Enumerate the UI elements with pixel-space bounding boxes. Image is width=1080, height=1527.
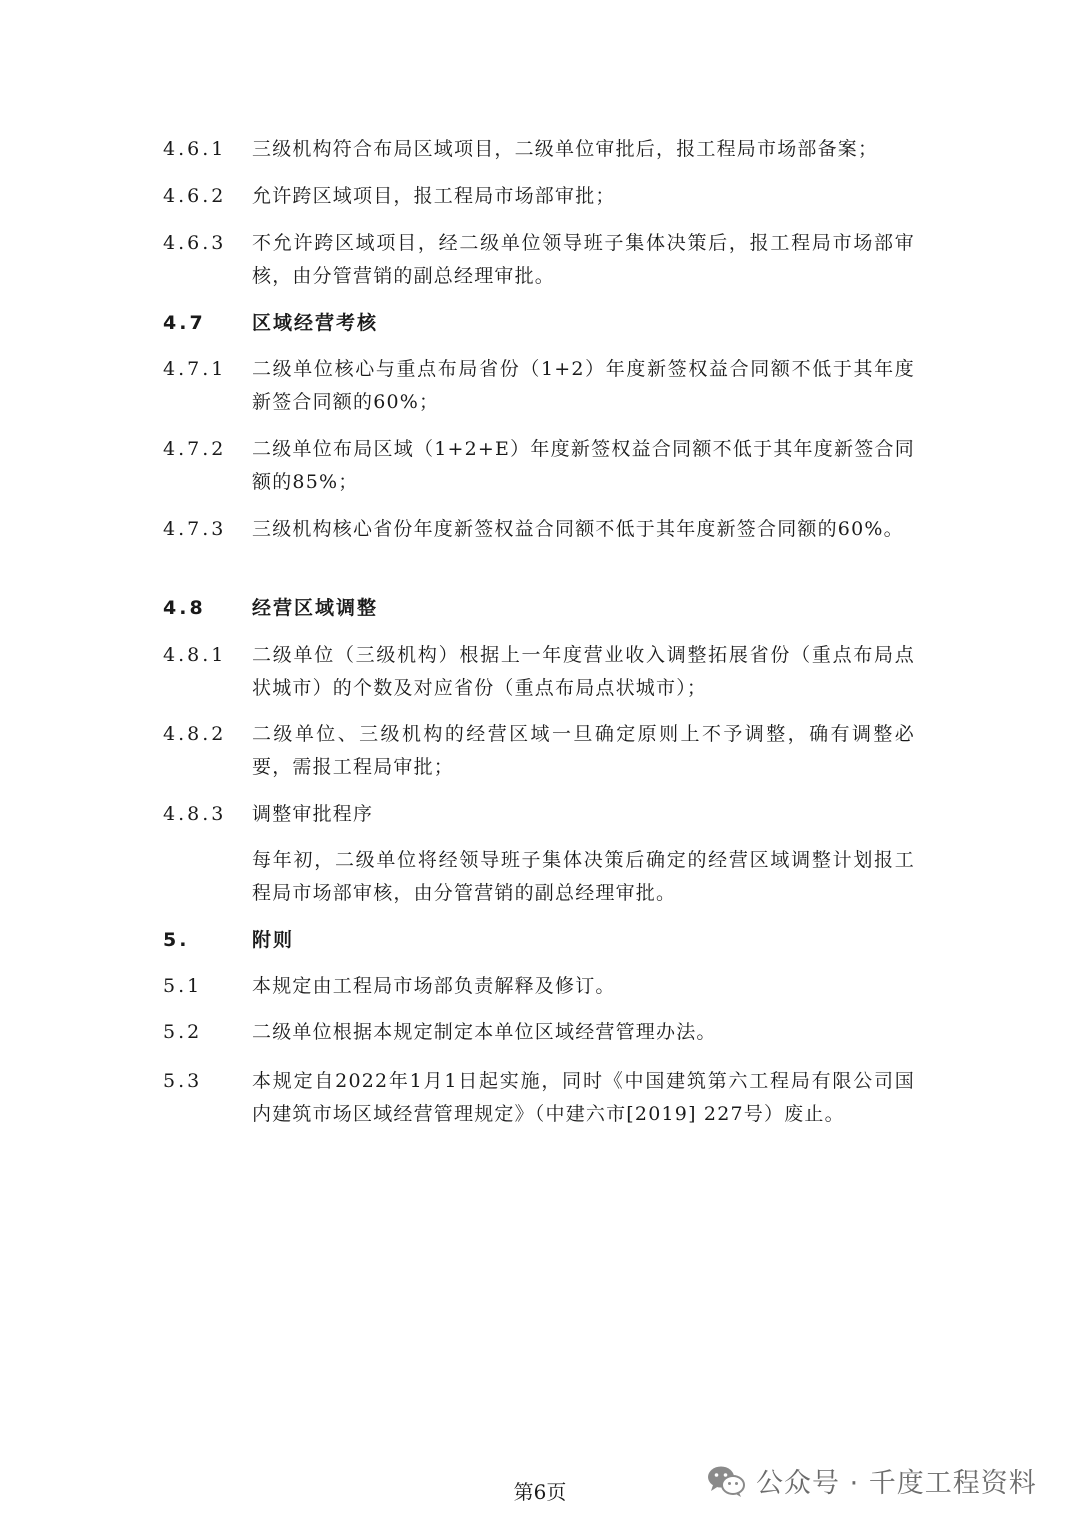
clause-text: 调整审批程序 (252, 803, 374, 825)
clause-number: 5.3 (163, 1070, 203, 1092)
clause-text: 二级单位核心与重点布局省份（1+2）年度新签权益合同额不低于其年度新签合同额的60%； (252, 358, 915, 413)
clause-5-1 (163, 970, 923, 1003)
clause-5-3 (163, 1065, 923, 1131)
clause-text: 本规定由工程局市场部负责解释及修订。 (252, 975, 616, 997)
clause-number: 4.7.1 (163, 358, 227, 380)
section-number: 4.7 (163, 312, 206, 334)
clause-text: 二级单位（三级机构）根据上一年度营业收入调整拓展省份（重点布局点状城市）的个数及对应省份（重点布局点状城市）； (252, 644, 915, 699)
clause-4-8-3-body (163, 844, 923, 910)
clause-number: 4.7.2 (163, 438, 227, 460)
clause-text: 二级单位布局区域（1+2+E）年度新签权益合同额不低于其年度新签合同额的85%； (252, 438, 915, 493)
clause-text: 三级机构符合布局区域项目，二级单位审批后，报工程局市场部备案； (252, 138, 879, 160)
clause-4-8-1 (163, 639, 923, 705)
section-number: 5. (163, 929, 190, 951)
clause-4-7-2 (163, 433, 923, 499)
clause-4-7-3 (163, 513, 923, 546)
clause-number: 5.2 (163, 1021, 203, 1043)
clause-number: 4.7.3 (163, 518, 227, 540)
clause-text: 允许跨区域项目，报工程局市场部审批； (252, 185, 616, 207)
clause-text: 每年初，二级单位将经领导班子集体决策后确定的经营区域调整计划报工程局市场部审核，由分管营销的副总经理审批。 (252, 849, 915, 904)
clause-number: 4.8.2 (163, 723, 227, 745)
section-number: 4.8 (163, 597, 206, 619)
clause-number: 4.6.3 (163, 232, 227, 254)
clause-4-6-2 (163, 180, 923, 213)
clause-5-2 (163, 1016, 923, 1049)
clause-number: 4.8.3 (163, 803, 227, 825)
clause-text: 二级单位、三级机构的经营区域一旦确定原则上不予调整，确有调整必要，需报工程局审批； (252, 723, 915, 778)
clause-number: 4.6.2 (163, 185, 227, 207)
clause-4-8-3 (163, 798, 923, 831)
clause-number: 4.8.1 (163, 644, 227, 666)
clause-4-6-1 (163, 133, 923, 166)
section-heading-4-8 (163, 592, 923, 625)
clause-text: 三级机构核心省份年度新签权益合同额不低于其年度新签合同额的60%。 (252, 518, 904, 540)
clause-4-6-3 (163, 227, 923, 293)
wechat-icon (706, 1464, 746, 1498)
section-heading-4-7 (163, 307, 923, 340)
clause-4-7-1 (163, 353, 923, 419)
clause-4-8-2 (163, 718, 923, 784)
clause-text: 不允许跨区域项目，经二级单位领导班子集体决策后，报工程局市场部审核，由分管营销的副总经理审批。 (252, 232, 915, 287)
section-title: 经营区域调整 (252, 597, 379, 619)
watermark (706, 1461, 1037, 1500)
clause-number: 5.1 (163, 975, 203, 997)
clause-text: 本规定自2022年1月1日起实施，同时《中国建筑第六工程局有限公司国内建筑市场区域经营管理规定》（中建六市[2019] 227号）废止。 (252, 1070, 915, 1125)
section-title: 区域经营考核 (252, 312, 379, 334)
clause-text: 二级单位根据本规定制定本单位区域经营管理办法。 (252, 1021, 717, 1043)
section-heading-5 (163, 924, 923, 957)
page-number: 第6页 (513, 1480, 567, 1504)
clause-number: 4.6.1 (163, 138, 227, 160)
section-title: 附则 (252, 929, 295, 951)
watermark-text: 公众号 · 千度工程资料 (756, 1468, 1037, 1499)
